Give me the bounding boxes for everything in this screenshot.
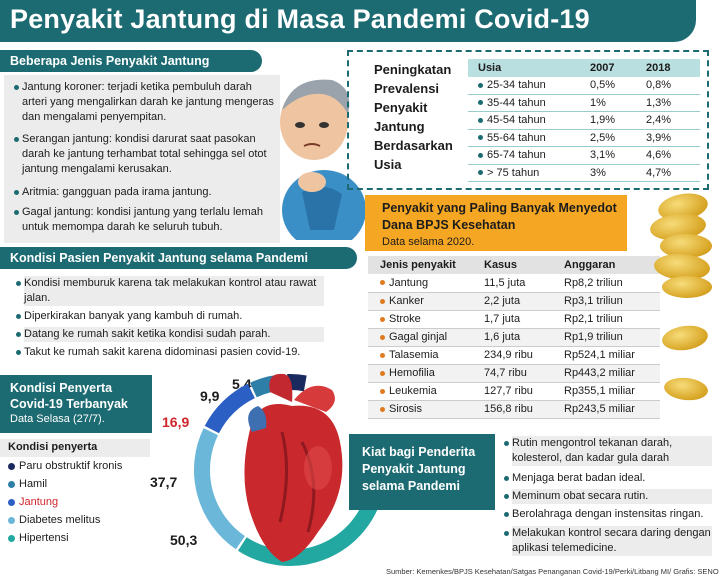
kondisi-item [24,276,324,306]
cell-text: 127,7 ribu [484,385,533,397]
jenis-item [22,205,274,235]
coin-6 [661,323,710,353]
bullet-dot [478,170,483,175]
patient-eye-left [295,122,305,128]
cell-text: 3,9% [646,131,672,144]
cell-text: Hemofilia [389,367,435,379]
prevalensi-value [586,94,642,112]
prevalensi-label: Peningkatan Prevalensi Penyakit Jantung Berdasarkan Usia [374,62,453,172]
bullet-dot [478,83,483,88]
prevalensi-row [468,77,700,95]
bpjs-value [560,310,660,328]
bpjs-subtitle: Data selama 2020. [382,236,475,248]
prevalensi-row [468,94,700,112]
bpjs-row [368,382,660,400]
prevalensi-row [468,164,700,182]
prevalensi-value [586,147,642,165]
bullet-dot [380,353,385,358]
cell-text: Stroke [389,313,421,325]
bullet-dot [504,531,509,536]
kiat-item [512,471,712,486]
prevalensi-table [468,59,700,182]
legend-swatch [8,517,15,524]
cell-text: Jantung [389,276,429,289]
penyerta-heading: Kondisi Penyerta Covid-19 Terbanyak [10,381,128,411]
cell-text: 1,7 juta [484,313,521,325]
bpjs-row [368,328,660,346]
cell-text: 4,6% [646,149,672,162]
kondisi-heading: Kondisi Pasien Penyakit Jantung selama Pandemi [0,247,357,269]
bullet-dot [380,335,385,340]
prevalensi-header-usia: Usia [478,61,502,74]
cell-text: 2,2 juta [484,295,521,307]
cell-text: Rp1,9 triliun [564,331,623,343]
bpjs-disease [368,382,480,400]
legend-title: Kondisi penyerta [8,441,98,453]
bpjs-value [480,274,560,292]
bpjs-value [560,382,660,400]
prevalensi-value [642,77,700,95]
cell-text: 0,8% [646,79,672,91]
legend-swatch [8,463,15,470]
bullet-dot [16,314,21,319]
ring-label-1: 9,9 [200,388,220,404]
prevalensi-age [468,94,586,112]
legend-swatch [8,535,15,542]
bpjs-value [480,292,560,310]
jenis-item-text: Aritmia: gangguan pada irama jantung. [22,186,212,198]
bpjs-value [560,292,660,310]
legend-label: Paru obstruktif kronis [19,460,123,472]
bpjs-value [560,328,660,346]
prevalensi-age [468,164,586,182]
cell-text: Rp2,1 triliun [564,313,623,325]
prevalensi-value [642,147,700,165]
bullet-dot [14,137,19,142]
kondisi-item-text: Diperkirakan banyak yang kambuh di rumah. [24,310,243,322]
cell-text: 2,4% [646,114,672,127]
prevalensi-age [468,77,586,95]
bullet-dot [478,135,483,140]
bullet-dot [380,299,385,304]
kiat-item-text: Rutin mengontrol tekanan darah, kolesterol, dan kadar gula darah [512,437,673,464]
cell-text: Leukemia [389,385,437,397]
cell-text: > 75 tahun [487,166,540,179]
bullet-dot [478,100,483,105]
jenis-heading: Beberapa Jenis Penyakit Jantung [0,50,262,72]
kondisi-item [24,327,324,342]
cell-text: Rp8,2 triliun [564,276,623,289]
bpjs-value [480,346,560,364]
kiat-item [512,489,712,504]
cell-text: Talasemia [389,349,439,361]
prevalensi-value [586,77,642,95]
cell-text: Rp3,1 triliun [564,295,623,307]
prevalensi-value [642,164,700,182]
cell-text: Rp524,1 miliar [564,349,635,361]
bullet-dot [14,85,19,90]
cell-text: 25-34 tahun [487,79,546,91]
kondisi-item [24,309,324,324]
bpjs-disease [368,400,480,418]
cell-text: Rp443,2 miliar [564,367,635,379]
cell-text: 156,8 ribu [484,403,533,415]
cell-text: Kanker [389,295,424,307]
cell-text: 234,9 ribu [484,349,533,361]
bpjs-row [368,400,660,418]
legend-item [8,514,100,526]
jenis-item-text: Jantung koroner: terjadi ketika pembuluh darah arteri yang mengalirkan darah ke jantung mengeras dan mengalami penyempitan. [22,81,274,123]
bullet-dot [380,407,385,412]
patient-hand [298,172,326,192]
cell-text: 11,5 juta [484,276,526,289]
cell-text: 2,5% [590,131,616,144]
legend-swatch [8,499,15,506]
ring-label-0: 5,4 [232,376,252,392]
patient-eye-right [319,122,329,128]
ring-label-3: 37,7 [150,474,178,490]
cell-text: Rp355,1 miliar [564,385,635,397]
kiat-item-text: Menjaga berat badan ideal. [512,472,646,484]
cell-text: 1,6 juta [484,331,521,343]
page-title: Penyakit Jantung di Masa Pandemi Covid-19 [10,4,590,34]
legend-item [8,460,122,472]
legend-item [8,496,58,508]
bullet-dot [478,153,483,158]
bpjs-heading: Penyakit yang Paling Banyak Menyedot Dana BPJS Kesehatan [382,201,617,232]
bpjs-header-anggaran: Anggaran [564,259,616,271]
bpjs-value [480,310,560,328]
bullet-dot [504,512,509,517]
cell-text: 35-44 tahun [487,96,546,109]
bpjs-row [368,292,660,310]
kiat-item-text: Meminum obat secara rutin. [512,490,649,502]
heart-aorta [269,374,292,402]
prevalensi-value [586,112,642,130]
bpjs-disease [368,274,480,292]
bullet-dot [380,317,385,322]
jenis-item-text: Serangan jantung: kondisi darurat saat pasokan darah ke jantung terhambat total sehingga sel otot jantung mengalami kerusakan. [22,133,267,175]
heart-illustration [222,372,362,572]
prevalensi-value [642,129,700,147]
kiat-heading: Kiat bagi Penderita Penyakit Jantung selama Pandemi [362,445,476,493]
cell-text: Gagal ginjal [389,331,448,343]
source-note: Sumber: Kemenkes/BPJS Kesehatan/Satgas Penanganan Covid-19/Perki/Litbang MI/ Grafis: SENO [386,567,719,576]
kiat-item [512,436,712,466]
kiat-item-text: Berolahraga dengan instensitas ringan. [512,508,704,520]
bullet-dot [504,441,509,446]
bpjs-value [560,400,660,418]
bpjs-row [368,364,660,382]
bpjs-disease [368,346,480,364]
legend-label: Hamil [19,478,48,490]
ring-label-2: 16,9 [162,414,190,430]
ring-label-4: 50,3 [170,532,198,548]
prevalensi-value [586,164,642,182]
bpjs-row [368,274,660,292]
legend-label: Jantung [19,496,59,508]
bullet-dot [380,389,385,394]
legend-swatch [8,481,15,488]
prevalensi-age [468,147,586,165]
penyerta-subtitle: Data Selasa (27/7). [10,413,105,425]
bpjs-value [560,274,660,292]
kondisi-item-text: Datang ke rumah sakit ketika kondisi sudah parah. [24,328,271,340]
prevalensi-row [468,147,700,165]
legend-item [8,532,69,544]
bullet-dot [14,210,19,215]
coin-5 [662,276,712,298]
bpjs-row [368,310,660,328]
prevalensi-value [642,112,700,130]
cell-text: 45-54 tahun [487,114,546,127]
kondisi-item-text: Kondisi memburuk karena tak melakukan kontrol atau rawat jalan. [24,277,317,304]
bpjs-disease [368,310,480,328]
kondisi-item-text: Takut ke rumah sakit karena didominasi pasien covid-19. [24,346,301,358]
bullet-dot [16,281,21,286]
prevalensi-row [468,129,700,147]
cell-text: 1,3% [646,96,672,109]
kondisi-item [24,345,334,360]
cell-text: 65-74 tahun [487,149,546,162]
prevalensi-value [642,94,700,112]
bpjs-value [560,364,660,382]
cell-text: 1,9% [590,114,616,127]
cell-text: 74,7 ribu [484,367,527,379]
bullet-dot [14,190,19,195]
bpjs-header-kasus: Kasus [484,259,518,271]
prevalensi-header-2007: 2007 [590,61,615,74]
bpjs-header-jenis: Jenis penyakit [380,259,456,271]
cell-text: 4,7% [646,166,672,179]
prevalensi-value [586,129,642,147]
kiat-item-text: Melakukan kontrol secara daring dengan aplikasi telemedicine. [512,527,711,554]
jenis-item [22,80,274,125]
bullet-dot [478,118,483,123]
bpjs-disease [368,328,480,346]
bullet-dot [380,371,385,376]
prevalensi-age [468,112,586,130]
bpjs-disease [368,292,480,310]
bpjs-row [368,346,660,364]
jenis-item-text: Gagal jantung: kondisi jantung yang terlalu lemah untuk memompa darah ke seluruh tubuh. [22,206,263,233]
kiat-item [512,526,712,556]
coin-7 [663,376,709,402]
prevalensi-header-2018: 2018 [646,61,671,74]
legend-label: Hipertensi [19,532,69,544]
legend-item [8,478,47,490]
prevalensi-age [468,129,586,147]
cell-text: 0,5% [590,79,616,91]
jenis-item [22,185,274,200]
bpjs-value [560,346,660,364]
cell-text: 3,1% [590,149,616,162]
bpjs-value [480,364,560,382]
heart-highlight [304,446,332,490]
cell-text: Sirosis [389,403,423,415]
legend-label: Diabetes melitus [19,514,101,526]
bullet-dot [504,476,509,481]
cell-text: 1% [590,96,606,109]
bpjs-disease [368,364,480,382]
cell-text: Rp243,5 miliar [564,403,635,415]
bpjs-value [480,382,560,400]
bpjs-value [480,328,560,346]
cell-text: 55-64 tahun [487,131,546,144]
prevalensi-row [468,112,700,130]
bullet-dot [504,494,509,499]
cell-text: 3% [590,166,606,179]
bullet-dot [16,350,21,355]
jenis-item [22,132,274,177]
bpjs-table [368,256,660,419]
kiat-item [512,507,712,522]
bullet-dot [380,280,385,285]
bpjs-value [480,400,560,418]
bullet-dot [16,332,21,337]
